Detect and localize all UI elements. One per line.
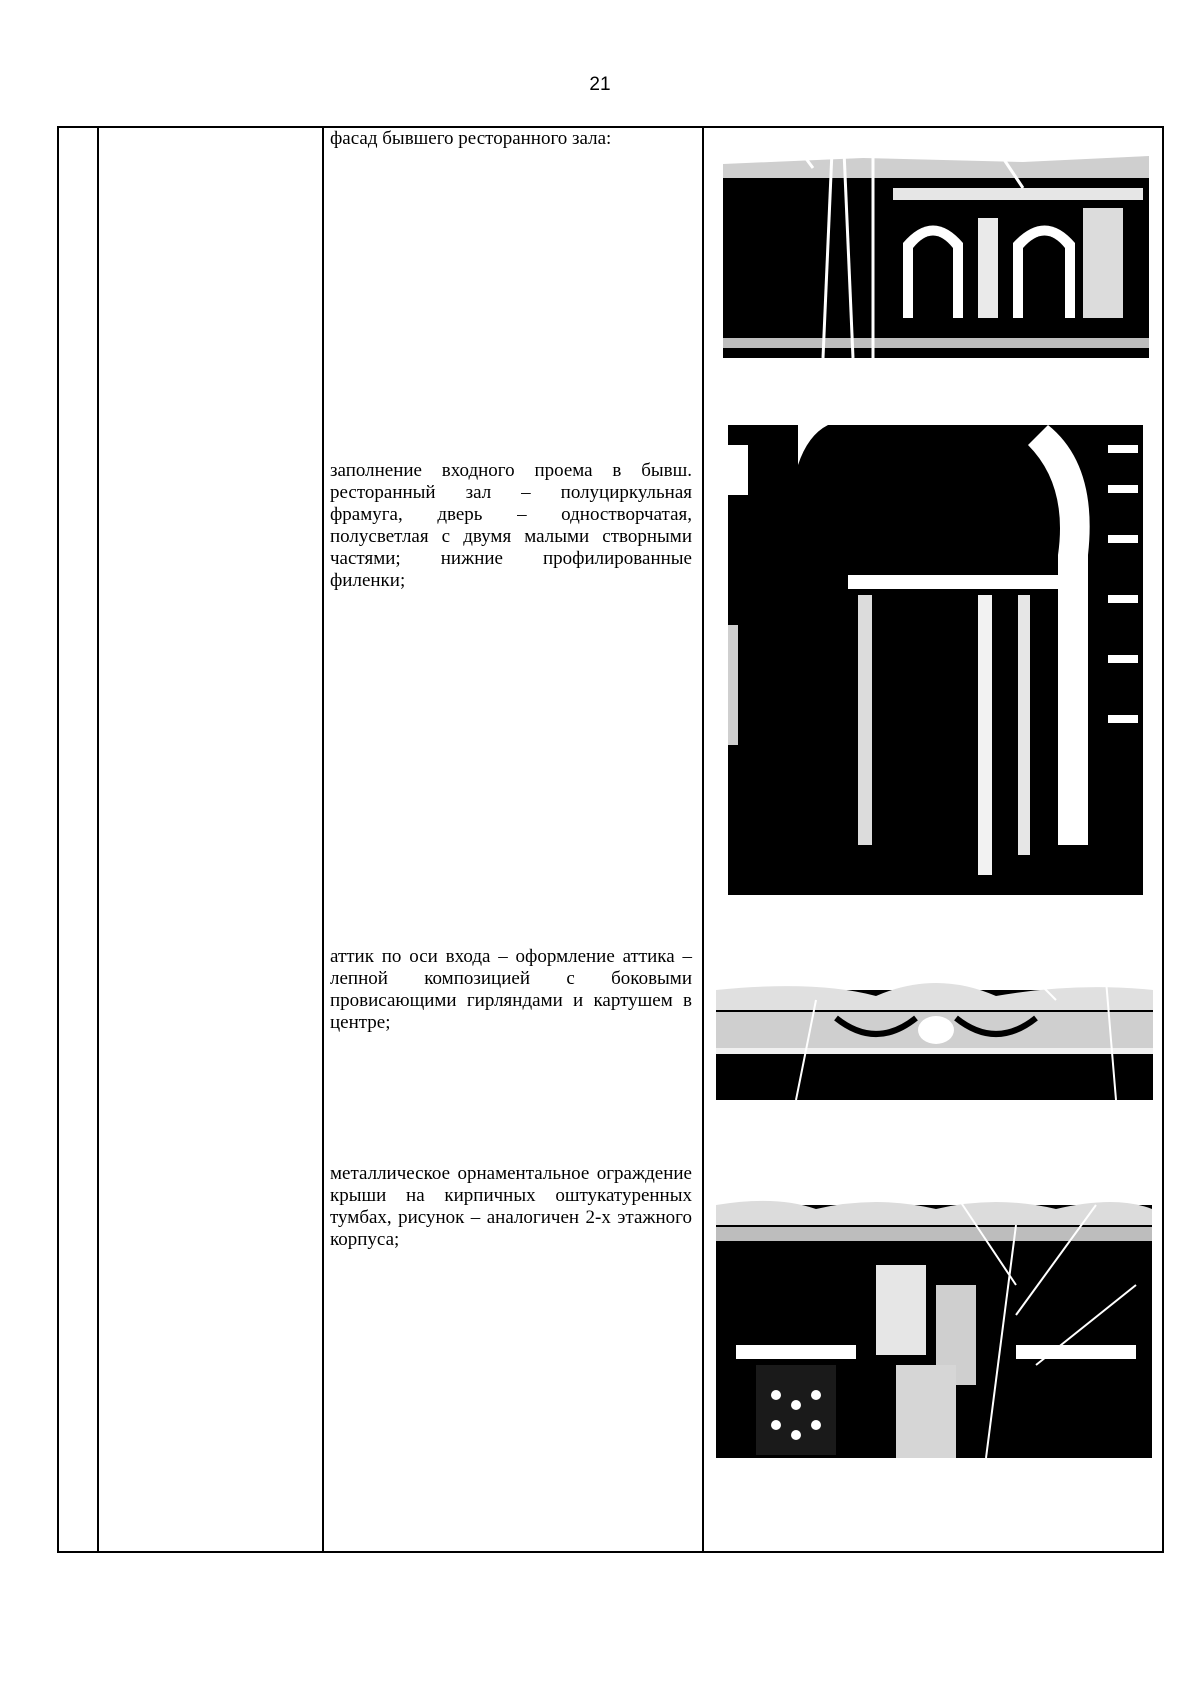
table-column-divider <box>97 128 99 1551</box>
row-description: фасад бывшего ресторанного зала: <box>330 128 612 149</box>
attic-decoration-photo <box>716 960 1153 1100</box>
building-facade-photo <box>723 128 1149 358</box>
row-description: заполнение входного проема в бывш. ресторанный зал – полуциркульная фрамуга, дверь – одностворчатая, полусветлая с двумя малыми створными частями; нижние профилированные филенки; <box>330 460 692 591</box>
table-column-divider <box>322 128 324 1551</box>
roof-railing-photo <box>716 1165 1152 1458</box>
row-description: аттик по оси входа – оформление аттика – лепной композицией с боковыми провисающими гирляндами и картушем в центре; <box>330 946 692 1033</box>
table-column-divider <box>702 128 704 1551</box>
page-number: 21 <box>589 74 611 95</box>
row-description: металлическое орнаментальное ограждение крыши на кирпичных оштукатуренных тумбах, рисунок – аналогичен 2-х этажного корпуса; <box>330 1163 692 1250</box>
arched-door-photo <box>728 425 1143 895</box>
